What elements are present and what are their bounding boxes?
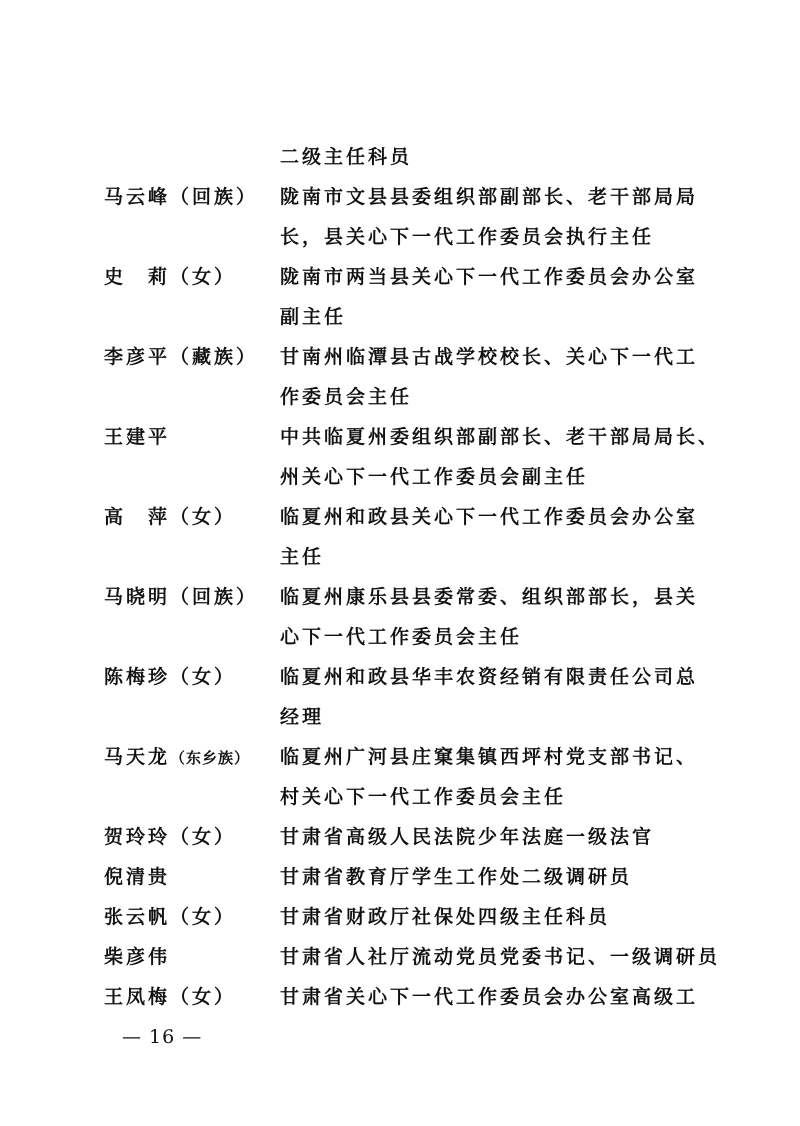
entry-desc-line: 临夏州和政县关心下一代工作委员会办公室 <box>280 506 699 528</box>
entry-desc-line: 副主任 <box>280 306 347 328</box>
page-number: — 16 — <box>122 1026 203 1048</box>
entry-name: 王建平 <box>104 426 171 448</box>
entry-name-group <box>104 745 250 770</box>
entry-desc-line: 长，县关心下一代工作委员会执行主任 <box>280 226 655 248</box>
entry-desc-line: 甘南州临潭县古战学校校长、关心下一代工 <box>280 346 699 368</box>
entry-desc-line: 心下一代工作委员会主任 <box>280 626 523 648</box>
entry-name: 史 莉（女） <box>104 266 237 288</box>
entry-desc-line: 经理 <box>280 706 325 728</box>
entry-desc-line: 甘肃省关心下一代工作委员会办公室高级工 <box>280 986 699 1008</box>
entry-name: 倪清贵 <box>104 866 171 888</box>
entry-name: 李彦平（藏族） <box>104 346 259 368</box>
continuation-line: 二级主任科员 <box>280 146 413 168</box>
entry-desc-line: 作委员会主任 <box>280 386 413 408</box>
entry-desc-line: 陇南市文县县委组织部副部长、老干部局局 <box>280 186 699 208</box>
entry-desc-line: 甘肃省财政厅社保处四级主任科员 <box>280 906 611 928</box>
entry-desc-line: 临夏州广河县庄窠集镇西坪村党支部书记、 <box>280 746 699 768</box>
entry-desc-line: 临夏州康乐县县委常委、组织部部长，县关 <box>280 586 699 608</box>
entry-name: 高 萍（女） <box>104 506 237 528</box>
entry-name: 张云帆（女） <box>104 906 237 928</box>
entry-desc-line: 临夏州和政县华丰农资经销有限责任公司总 <box>280 666 699 688</box>
entry-name: 王凤梅（女） <box>104 986 237 1008</box>
entry-desc-line: 州关心下一代工作委员会副主任 <box>280 466 589 488</box>
entry-name: 陈梅珍（女） <box>104 666 237 688</box>
entry-desc-line: 甘肃省高级人民法院少年法庭一级法官 <box>280 826 655 848</box>
entry-name: 贺玲玲（女） <box>104 826 237 848</box>
entry-desc-line: 村关心下一代工作委员会主任 <box>280 786 567 808</box>
entry-name: 马晓明（回族） <box>104 586 259 608</box>
entry-name: 柴彦伟 <box>104 946 171 968</box>
entry-name: 马天龙 <box>104 746 171 768</box>
entry-name-note: （东乡族） <box>170 749 251 767</box>
entry-desc-line: 甘肃省人社厅流动党员党委书记、一级调研员 <box>280 946 721 968</box>
entry-name: 马云峰（回族） <box>104 186 259 208</box>
entry-desc-line: 甘肃省教育厅学生工作处二级调研员 <box>280 866 633 888</box>
entry-desc-line: 中共临夏州委组织部副部长、老干部局局长、 <box>280 426 721 448</box>
entry-desc-line: 陇南市两当县关心下一代工作委员会办公室 <box>280 266 699 288</box>
entry-desc-line: 主任 <box>280 546 325 568</box>
